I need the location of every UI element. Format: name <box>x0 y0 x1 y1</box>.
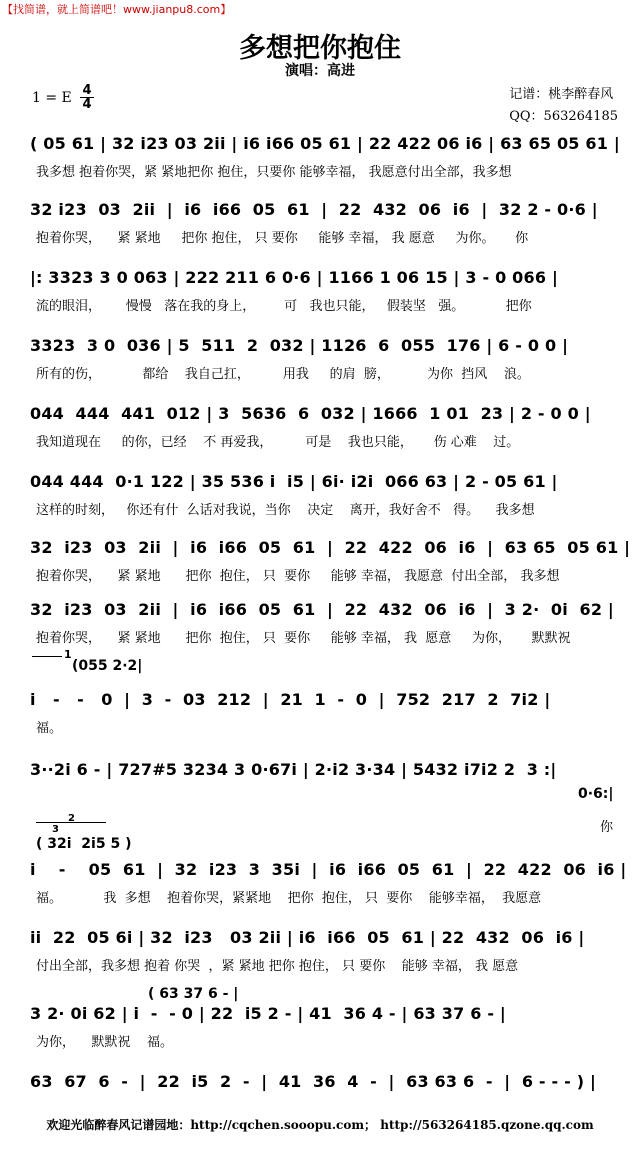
score-row-3 <box>30 268 622 314</box>
score-row-4 <box>30 336 622 382</box>
row-lyrics: 抱着你哭， 紧 紧地 把你 抱住， 只 要你 能够 幸福， 我 愿意 为你。 你 <box>36 231 529 246</box>
score-row-11 <box>30 860 627 906</box>
recorder-qq: QQ：563264185 <box>509 109 618 124</box>
score-row-5 <box>30 404 622 450</box>
row-notes: 3 2· 0i 62 | i - - 0 | 22 i5 2 - | 41 36 4 - | 63 37 6 - | <box>30 1004 506 1023</box>
score-row-13 <box>30 1004 622 1050</box>
volta-number-2: 2 <box>68 813 75 824</box>
score-row-6 <box>30 472 622 518</box>
row-notes: 3··2i 6 - | 727#5 3234 3 0·67i | 2·i2 3·34 | 5432 i7i2 2 3 :| <box>30 760 557 779</box>
row-lyrics: 付出全部，我多想 抱着 你哭 ，紧 紧地 把你 抱住， 只 要你 能够 幸福， 我 愿意 <box>36 959 519 974</box>
row-lyrics: 我多想 抱着你哭，紧 紧地把你 抱住，只要你 能够幸福， 我愿意付出全部，我多想 <box>36 165 512 180</box>
row-lyrics: 为你， 默默祝 福。 <box>36 1035 174 1050</box>
score-row-14 <box>30 1072 622 1091</box>
score-row-9 <box>30 690 622 736</box>
row-notes: i - 05 61 | 32 i23 3 35i | i6 i66 05 61 | 22 422 06 i6 | <box>30 860 627 879</box>
row-lyrics: 这样的时刻， 你还有什 么话对我说，当你 决定 离开，我好舍不 得。 我多想 <box>36 503 535 518</box>
score-row-12 <box>30 928 622 974</box>
volta-number: 1 <box>64 648 72 661</box>
row-notes: ( 05 61 | 32 i23 03 2ii | i6 i66 05 61 | 22 422 06 i6 | 63 65 05 61 | <box>30 134 620 153</box>
singer-credit: 演唱：高进 <box>285 63 355 79</box>
row-lyrics: 我知道现在 的你，已经 不 再爱我， 可是 我也只能， 伤 心难 过。 <box>36 435 520 450</box>
row-lyrics: 抱着你哭， 紧 紧地 把你 抱住， 只 要你 能够 幸福， 我 愿意 为你， 默默祝 <box>36 631 571 646</box>
time-signature <box>80 84 94 111</box>
bracket-notes: ( 63 37 6 - | <box>148 986 239 1002</box>
volta-bracket <box>32 656 62 657</box>
footer-links[interactable]: 欢迎光临醉春风记谱园地：http://cqchen.sooopu.com； http://563264185.qzone.qq.com <box>46 1118 594 1132</box>
key-signature: 1 = E <box>32 90 72 106</box>
recorder-info <box>509 84 618 128</box>
triplet-mark: 3 <box>52 824 59 835</box>
row-lyrics: 福。 <box>36 721 63 736</box>
row-notes: ii 22 05 6i | 32 i23 03 2ii | i6 i66 05 61 | 22 432 06 i6 | <box>30 928 585 947</box>
row-notes: i - - 0 | 3 - 03 212 | 21 1 - 0 | 752 217 2 7i2 | <box>30 690 551 709</box>
row-lyrics: 抱着你哭， 紧 紧地 把你 抱住， 只 要你 能够 幸福， 我愿意 付出全部， 我多想 <box>36 569 560 584</box>
score-row-1 <box>30 134 622 180</box>
row-notes: 044 444 0·1 122 | 35 536 i i5 | 6i· i2i 066 63 | 2 - 05 61 | <box>30 472 558 491</box>
row-notes: 044 444 441 012 | 3 5636 6 032 | 1666 1 01 23 | 2 - 0 0 | <box>30 404 591 423</box>
triplet-notes: ( 32i 2i5 5 ) <box>36 836 132 852</box>
site-banner[interactable]: 【找简谱，就上简谱吧！www.jianpu8.com】 <box>2 3 232 16</box>
row-lyrics: 流的眼泪， 慢慢 落在我的身上， 可 我也只能， 假装坚 强。 把你 <box>36 299 532 314</box>
ending-notes: 0·6:| <box>578 786 614 802</box>
row-lyrics: 福。 我 多想 抱着你哭，紧紧地 把你 抱住， 只 要你 能够幸福， 我愿意 <box>36 891 542 906</box>
song-title: 多想把你抱住 <box>239 33 401 64</box>
score-row-7 <box>30 538 631 584</box>
score-row-2 <box>30 200 622 246</box>
score-row-8 <box>30 600 622 646</box>
meter-top: 4 <box>82 83 92 98</box>
row-notes: 32 i23 03 2ii | i6 i66 05 61 | 22 432 06 i6 | 32 2 - 0·6 | <box>30 200 598 219</box>
meter-bottom: 4 <box>80 97 94 111</box>
row-notes: 3323 3 0 036 | 5 511 2 032 | 1126 6 055 176 | 6 - 0 0 | <box>30 336 569 355</box>
row-notes: 32 i23 03 2ii | i6 i66 05 61 | 22 422 06 i6 | 63 65 05 61 | <box>30 538 631 557</box>
score-row-10 <box>30 760 622 779</box>
row-notes: 32 i23 03 2ii | i6 i66 05 61 | 22 432 06 i6 | 3 2· 0i 62 | <box>30 600 614 619</box>
volta-notes: (055 2·2| <box>72 658 143 674</box>
row-notes: 63 67 6 - | 22 i5 2 - | 41 36 4 - | 63 63 6 - | 6 - - - ) | <box>30 1072 597 1091</box>
row-notes: |: 3323 3 0 063 | 222 211 6 0·6 | 1166 1 06 15 | 3 - 0 066 | <box>30 268 558 287</box>
ending-lyric: 你 <box>600 820 614 835</box>
recorder-name: 记谱：桃李醉春风 <box>509 87 614 102</box>
row-lyrics: 所有的伤， 都给 我自己扛， 用我 的肩 膀， 为你 挡风 浪。 <box>36 367 530 382</box>
